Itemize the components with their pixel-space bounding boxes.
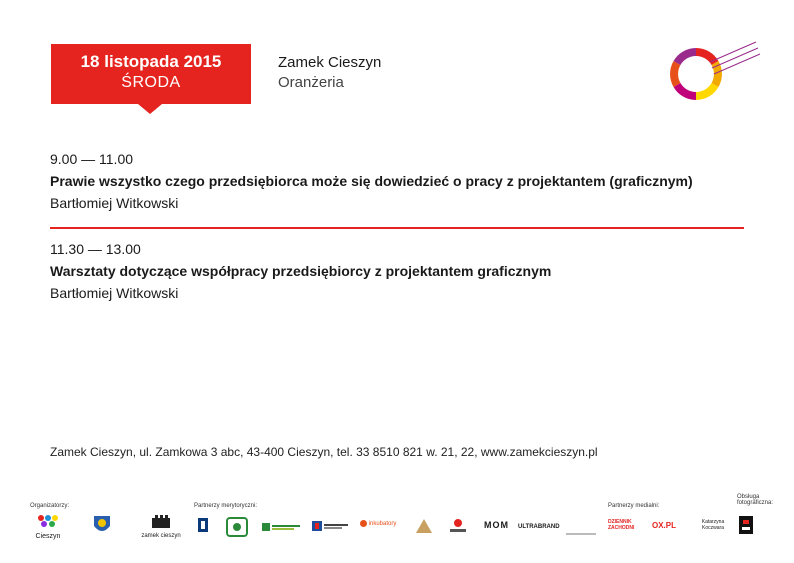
media-label: Partnerzy medialni: — [608, 503, 660, 509]
venue-address: Zamek Cieszyn, ul. Zamkowa 3 abc, 43-400 Cieszyn, tel. 33 8510 821 w. 21, 22, www.zamekcieszyn.pl — [50, 445, 598, 459]
photo-service-icon — [738, 515, 754, 535]
partner-figure-icon — [446, 517, 470, 535]
inkubatory-dot-icon — [360, 520, 367, 527]
session-2 — [50, 238, 551, 304]
date-banner-arrow — [138, 104, 162, 114]
partners-label: Partnerzy merytoryczni: — [194, 503, 258, 509]
partner-mark-icon — [566, 524, 596, 530]
session-title: Warsztaty dotyczące współpracy przedsiębiorcy z projektantem graficznym — [50, 263, 552, 279]
event-logo-icon — [670, 38, 766, 108]
katarzyna-koczwara-logo: Katarzyna Koczwara — [701, 519, 725, 531]
zamek-cieszyn-logo: zamek cieszyn — [140, 514, 182, 539]
session-time: 9.00 — 11.00 — [50, 151, 134, 167]
partner-emblem-icon — [414, 517, 434, 535]
partner-badge-icon — [226, 517, 248, 537]
session-speaker: Bartłomiej Witkowski — [50, 195, 179, 211]
session-divider — [50, 227, 744, 229]
organizers-label: Organizatorzy: — [30, 503, 70, 509]
mom-logo: MOM — [484, 520, 509, 530]
date-banner — [51, 44, 251, 104]
coat-of-arms-icon — [92, 514, 114, 538]
pko-bank-icon — [196, 516, 212, 536]
venue-room: Oranżeria — [278, 74, 344, 91]
regional-partner-icon — [262, 520, 302, 532]
venue — [278, 53, 381, 93]
session-1 — [50, 148, 693, 214]
photo-label: Obsługa fotograficzna: — [737, 494, 774, 506]
venue-name: Zamek Cieszyn — [278, 54, 382, 71]
inkubatory-logo: inkubatory — [360, 520, 402, 527]
ultrabrand-logo: ULTRABRAND — [518, 524, 560, 530]
cieszyn-dots-icon — [37, 514, 59, 528]
session-title: Prawie wszystko czego przedsiębiorca może się dowiedzieć o pracy z projektantem (graficznym) — [50, 173, 693, 189]
info-point-icon — [312, 520, 350, 534]
session-time: 11.30 — 13.00 — [50, 241, 141, 257]
ox-pl-logo: OX.PL — [652, 521, 677, 530]
cieszyn-logo: Cieszyn — [32, 514, 64, 540]
event-date: 18 listopada 2015 — [80, 52, 222, 71]
session-speaker: Bartłomiej Witkowski — [50, 285, 179, 301]
event-weekday: ŚRODA — [121, 74, 181, 91]
dziennik-zachodni-logo: DZIENNIK ZACHODNI — [608, 519, 635, 531]
castle-icon — [151, 514, 171, 528]
